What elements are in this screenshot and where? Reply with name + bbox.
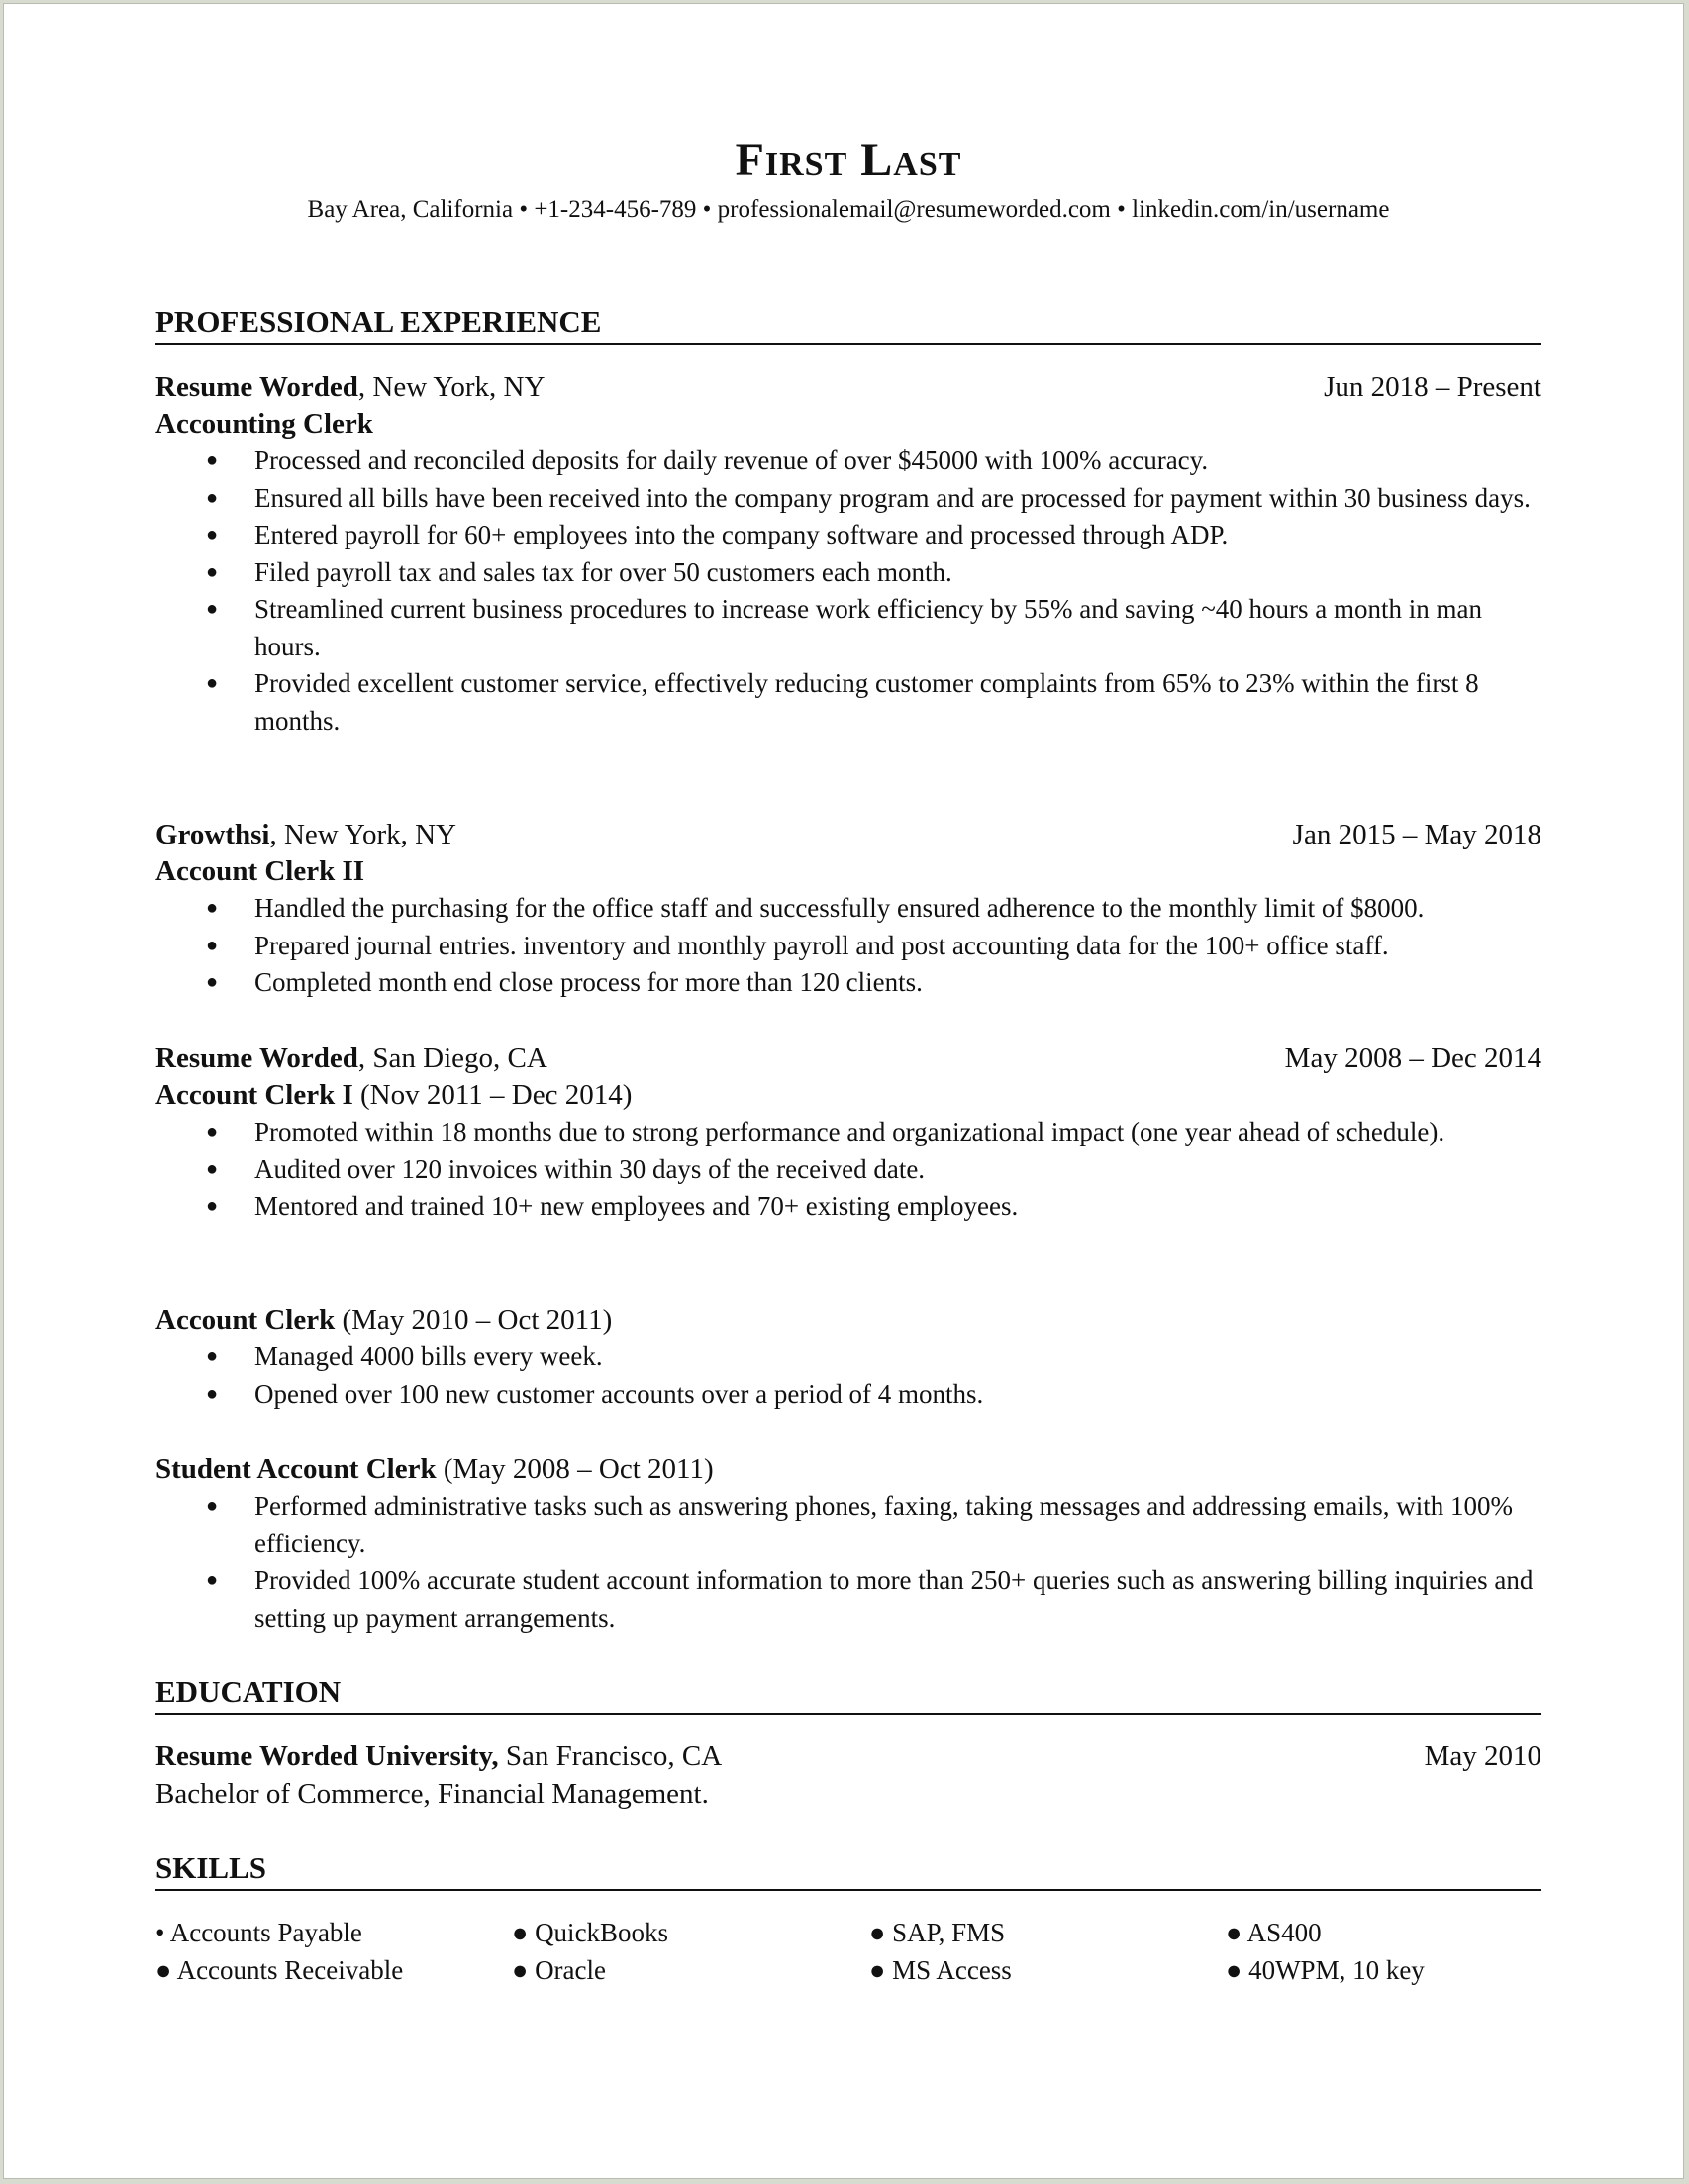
bullet-icon: ● [206, 1382, 219, 1405]
list-item: ● Performed administrative tasks such as answering phones, faxing, taking messages and addressing emails, with 100% efficiency. [155, 1488, 1541, 1562]
company-location: , San Diego, CA [357, 1042, 547, 1074]
bullet-icon: ● [206, 449, 219, 471]
section-title-experience: PROFESSIONAL EXPERIENCE [155, 303, 1541, 345]
bullet-icon: ● [206, 1157, 219, 1180]
list-item: ● Promoted within 18 months due to strong performance and organizational impact (one year ahead of schedule). [155, 1114, 1541, 1151]
list-item: ● Streamlined current business procedures to increase work efficiency by 55% and saving ~40 hours a month in man hours. [155, 591, 1541, 665]
list-item: ● Mentored and trained 10+ new employees and 70+ existing employees. [155, 1188, 1541, 1226]
skill-item: ● Accounts Receivable [155, 1955, 404, 1985]
role-title: Accounting Clerk [155, 408, 373, 440]
bullet-icon: ● [206, 1121, 219, 1142]
bullet-icon: ● [206, 486, 219, 509]
company-name: Resume Worded [155, 1042, 358, 1074]
skills-column [869, 1914, 1012, 1989]
bullet-icon: ● [512, 1955, 536, 1985]
list-item: ● Audited over 120 invoices within 30 days of the received date. [155, 1151, 1541, 1189]
skill-item: ● MS Access [869, 1955, 1012, 1985]
list-item: ● Completed month end close process for more than 120 clients. [155, 964, 1541, 1002]
degree [155, 1775, 1541, 1813]
bullet-icon: ● [206, 897, 219, 919]
bullet-list [155, 1339, 1541, 1413]
section-title-education: EDUCATION [155, 1673, 1541, 1715]
job-header [155, 368, 1541, 406]
skills-column [512, 1914, 668, 1989]
job-role [155, 1450, 1541, 1488]
job-role [155, 852, 1541, 890]
skills-column [1226, 1914, 1425, 1989]
skills-column [155, 1914, 403, 1989]
company-location: , New York, NY [357, 371, 546, 403]
bullet-icon: ● [206, 1569, 219, 1591]
list-item: ● Opened over 100 new customer accounts over a period of 4 months. [155, 1376, 1541, 1414]
contact-line: Bay Area, California • +1-234-456-789 • professionalemail@resumeworded.com • linkedin.com/in/username [307, 196, 1390, 223]
bullet-icon: ● [206, 672, 219, 694]
job-header [155, 816, 1541, 853]
company-name: Resume Worded [155, 371, 358, 403]
role-period: (May 2010 – Oct 2011) [335, 1304, 613, 1336]
experience-section [155, 303, 1541, 345]
list-item: ● Handled the purchasing for the office staff and successfully ensured adherence to the monthly limit of $8000. [155, 890, 1541, 928]
bullet-icon: ● [1226, 1918, 1247, 1947]
role-title: Student Account Clerk [155, 1453, 437, 1485]
bullet-icon: ● [1226, 1955, 1249, 1985]
education-header [155, 1737, 1541, 1775]
bullet-icon: ● [206, 598, 219, 620]
list-item: ● Provided 100% accurate student account information to more than 250+ queries such as answering billing inquiries and setting up payment arrangements. [155, 1562, 1541, 1637]
bullet-icon: ● [869, 1955, 893, 1985]
role-period: (Nov 2011 – Dec 2014) [352, 1079, 633, 1111]
resume-page [3, 3, 1684, 2179]
job-dates: Jun 2018 – Present [1324, 371, 1541, 403]
role-title: Account Clerk II [155, 855, 365, 887]
bullet-icon: ● [206, 971, 219, 993]
job-role [155, 405, 1541, 443]
bullet-icon: • [155, 1918, 170, 1947]
job-role [155, 1301, 1541, 1339]
bullet-icon: ● [206, 560, 219, 583]
list-item: ● Filed payroll tax and sales tax for over 50 customers each month. [155, 554, 1541, 592]
bullet-icon: ● [512, 1918, 536, 1947]
list-item: ● Ensured all bills have been received into the company program and are processed for payment within 30 business days. [155, 480, 1541, 518]
education-date: May 2010 [1424, 1740, 1541, 1772]
list-item: ● Processed and reconciled deposits for daily revenue of over $45000 with 100% accuracy. [155, 443, 1541, 480]
skill-item: ● AS400 [1226, 1918, 1322, 1947]
job-dates: Jan 2015 – May 2018 [1292, 819, 1541, 850]
list-item: ● Entered payroll for 60+ employees into the company software and processed through ADP. [155, 517, 1541, 554]
company-name: Growthsi [155, 819, 270, 850]
school-name: Resume Worded University, [155, 1740, 499, 1772]
list-item: ● Provided excellent customer service, effectively reducing customer complaints from 65% to 23% within the first 8 months. [155, 665, 1541, 740]
bullet-list [155, 1488, 1541, 1637]
role-title: Account Clerk [155, 1304, 336, 1336]
job-role [155, 1076, 1541, 1114]
bullet-list [155, 1114, 1541, 1226]
bullet-list [155, 443, 1541, 740]
school-location: San Francisco, CA [498, 1740, 723, 1772]
job-header [155, 1040, 1541, 1077]
bullet-icon: ● [206, 1195, 219, 1217]
skill-item: ● SAP, FMS [869, 1918, 1006, 1947]
role-title: Account Clerk I [155, 1079, 353, 1111]
bullet-icon: ● [206, 1345, 219, 1367]
bullet-icon: ● [206, 524, 219, 546]
company-location: , New York, NY [269, 819, 456, 850]
skill-item: ● Oracle [512, 1955, 607, 1985]
degree-text: Bachelor of Commerce, Financial Management. [155, 1778, 709, 1810]
role-period: (May 2008 – Oct 2011) [436, 1453, 714, 1485]
bullet-icon: ● [869, 1918, 893, 1947]
skill-item: ● QuickBooks [512, 1918, 669, 1947]
education-section [155, 1673, 1541, 1715]
bullet-list [155, 890, 1541, 1002]
list-item: ● Managed 4000 bills every week. [155, 1339, 1541, 1376]
candidate-name: First Last [735, 134, 962, 186]
skill-item: ● 40WPM, 10 key [1226, 1955, 1425, 1985]
skills-section [155, 1849, 1541, 1891]
bullet-icon: ● [155, 1955, 177, 1985]
skill-item: • Accounts Payable [155, 1918, 362, 1947]
bullet-icon: ● [206, 934, 219, 956]
job-dates: May 2008 – Dec 2014 [1284, 1042, 1541, 1074]
section-title-skills: SKILLS [155, 1849, 1541, 1891]
list-item: ● Prepared journal entries. inventory and monthly payroll and post accounting data for the 100+ office staff. [155, 928, 1541, 965]
bullet-icon: ● [206, 1495, 219, 1517]
